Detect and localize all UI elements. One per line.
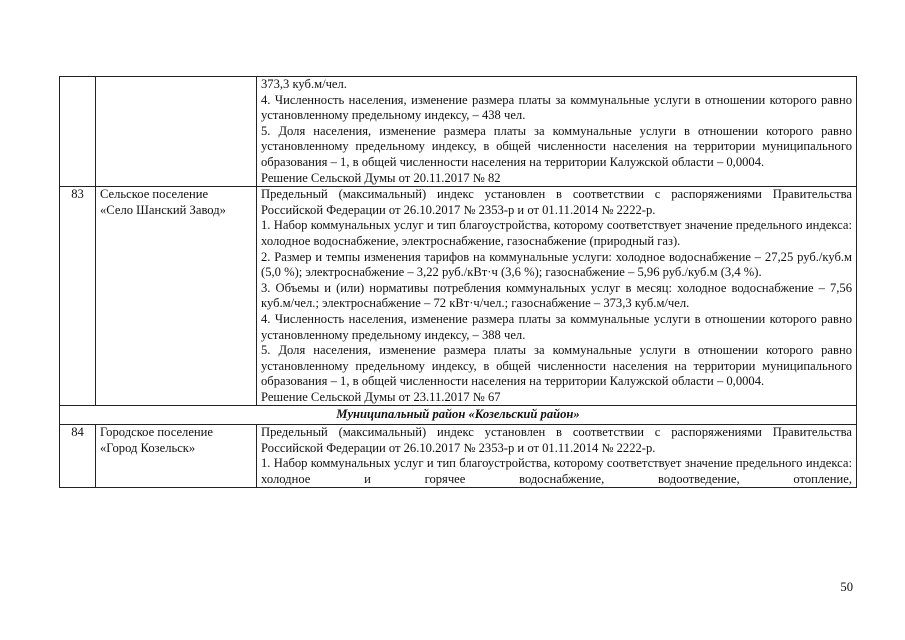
- description-cell: [257, 425, 857, 488]
- municipality-cell: [96, 77, 257, 187]
- table-row-82-continued: [60, 77, 857, 187]
- description-line: 373,3 куб.м/чел.: [261, 77, 347, 91]
- municipality-cell: [96, 425, 257, 488]
- description-line: 5. Доля населения, изменение размера платы за коммунальные услуги в отношении которого равно установленному предельному индексу, в общей численности населения на территории муниципального образования – 1, в общей численности населения на территории Калужской области – 0,0004.: [261, 123, 852, 169]
- municipality-cell: [96, 187, 257, 406]
- decision-reference: Решение Сельской Думы от 20.11.2017 № 82: [261, 170, 501, 185]
- description-line: Предельный (максимальный) индекс установлен в соответствии с распоряжениями Правительства Российской Федерации от 26.10.2017 № 2353-р и от 01.11.2014 № 2222-р.: [261, 425, 852, 455]
- table-row-83: [60, 187, 857, 406]
- description-line: 1. Набор коммунальных услуг и тип благоустройства, которому соответствует значение предельного индекса: холодное водоснабжение, электроснабжение, газоснабжение (природный газ).: [261, 218, 852, 248]
- description-line: 3. Объемы и (или) нормативы потребления коммунальных услуг в месяц: холодное водоснабжение – 7,56 куб.м/чел.; электроснабжение – 72 кВт·ч/чел.; газоснабжение – 373,3 куб.м/чел.: [261, 280, 852, 311]
- row-number: 83: [60, 187, 96, 406]
- section-header-row: [60, 406, 857, 425]
- section-title: Муниципальный район «Козельский район»: [60, 406, 857, 425]
- description-line: 4. Численность населения, изменение размера платы за коммунальные услуги в отношении которого равно установленному предельному индексу, – 388 чел.: [261, 311, 852, 342]
- description-line: 5. Доля населения, изменение размера платы за коммунальные услуги в отношении которого равно установленному предельному индексу, в общей численности населения на территории муниципального образования – 1, в общей численности населения на территории Калужской области – 0,0004.: [261, 343, 852, 389]
- description-cell: [257, 187, 857, 406]
- table-row-84: [60, 425, 857, 488]
- description-line: 1. Набор коммунальных услуг и тип благоустройства, которому соответствует значение предельного индекса: холодное и горячее водоснабжение, водоотведение, отопление,: [261, 456, 852, 486]
- page-number: 50: [840, 580, 853, 594]
- row-number: 84: [60, 425, 96, 488]
- index-table: [59, 76, 857, 488]
- description-line: Предельный (максимальный) индекс установлен в соответствии с распоряжениями Правительства Российской Федерации от 26.10.2017 № 2353-р и от 01.11.2014 № 2222-р.: [261, 187, 852, 217]
- municipality-type: Городское поселение: [100, 425, 213, 440]
- municipality-name: «Город Козельск»: [100, 440, 196, 455]
- decision-reference: Решение Сельской Думы от 23.11.2017 № 67: [261, 389, 501, 404]
- row-number-cell: [60, 77, 96, 187]
- description-cell: [257, 77, 857, 187]
- municipality-name: «Село Шанский Завод»: [100, 202, 226, 217]
- description-line: 2. Размер и темпы изменения тарифов на коммунальные услуги: холодное водоснабжение – 27,25 руб./куб.м (5,0 %); электроснабжение – 3,22 руб./кВт·ч (3,6 %); газоснабжение – 5,96 руб./куб.м (3,4 %).: [261, 249, 852, 280]
- municipality-type: Сельское поселение: [100, 187, 209, 202]
- description-line: 4. Численность населения, изменение размера платы за коммунальные услуги в отношении которого равно установленному предельному индексу, – 438 чел.: [261, 92, 852, 123]
